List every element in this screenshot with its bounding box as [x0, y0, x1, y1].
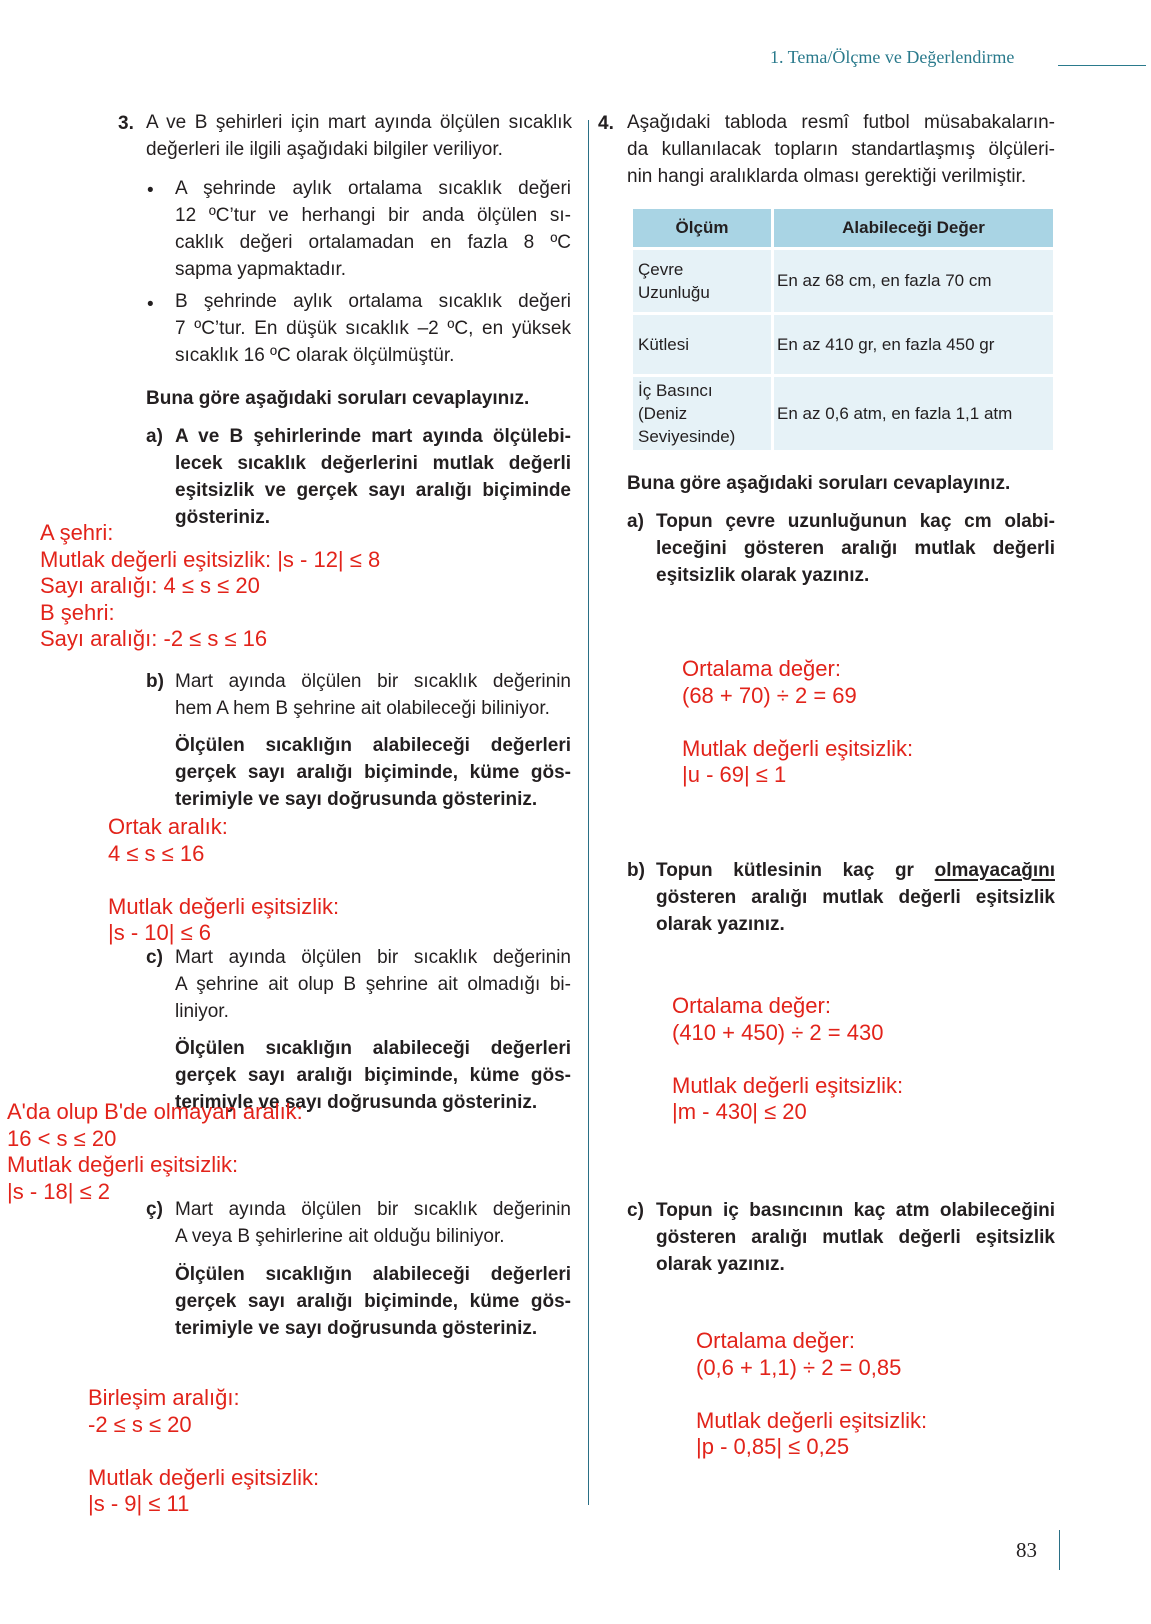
answer-line: B şehri:: [40, 599, 115, 625]
text-line: nin hangi aralıklarda olması gerektiği verilmiştir.: [627, 166, 1027, 187]
text-line: terimiyle ve sayı doğrusunda gösteriniz.: [175, 1318, 538, 1339]
question-3b-text: [175, 668, 571, 722]
answer-4c: [696, 1328, 927, 1461]
underlined-word: olmayacağını: [934, 860, 1055, 881]
answer-line: (0,6 + 1,1) ÷ 2 = 0,85: [696, 1354, 902, 1380]
bullet-icon: •: [147, 180, 154, 201]
answer-line: [88, 1438, 319, 1465]
answer-4b: [672, 993, 903, 1126]
text-line: Mart ayında ölçülen bir sıcaklık değerinin: [175, 947, 571, 968]
question-3c-label: c): [146, 947, 163, 968]
text-line: gerçek sayı aralığı biçiminde, küme gös-: [175, 762, 571, 783]
cell-line: (Deniz: [638, 404, 688, 423]
answer-line: Ortalama değer:: [682, 656, 841, 681]
cell-line: Seviyesinde): [638, 427, 736, 446]
table-cell: En az 410 gr, en fazla 450 gr: [774, 315, 1056, 377]
answer-line: Sayı aralığı: -2 ≤ s ≤ 16: [40, 626, 268, 651]
answer-line: A'da olup B'de olmayan aralık:: [7, 1099, 303, 1124]
text-line: Topun iç basıncının kaç atm olabileceğini: [656, 1200, 1055, 1221]
text-line: A ve B şehirlerinde mart ayında ölçülebi-: [175, 426, 571, 447]
answer-line: 16 < s ≤ 20: [7, 1125, 117, 1151]
text-line: sıcaklık 16 ºC olarak ölçülmüştür.: [175, 345, 455, 366]
answer-line: Mutlak değerli eşitsizlik:: [682, 735, 914, 761]
question-4a-text: [656, 508, 1055, 589]
text-line: Aşağıdaki tabloda resmî futbol müsabakaların-: [627, 112, 1055, 133]
text-line: eşitsizlik ve gerçek sayı aralığı biçiminde: [175, 480, 571, 501]
answer-line: Mutlak değerli eşitsizlik:: [696, 1407, 928, 1433]
cell-line: Çevre: [638, 260, 684, 279]
text-line: hem A hem B şehrine ait olabileceği biliniyor.: [175, 698, 550, 719]
text-line: da kullanılacak topların standartlaşmış ölçüleri-: [627, 139, 1055, 160]
table-row: [633, 315, 1056, 377]
question-3a-text: [175, 423, 571, 531]
question-4b-text: [656, 857, 1055, 938]
text-line: sapma yapmaktadır.: [175, 259, 347, 280]
page-number: 83: [1016, 1538, 1037, 1562]
answer-3cc: [88, 1385, 319, 1518]
answer-3b: [108, 814, 339, 947]
answer-line: |m - 430| ≤ 20: [672, 1099, 807, 1124]
text-line: B şehrinde aylık ortalama sıcaklık değeri: [175, 291, 571, 312]
answer-line: |s - 18| ≤ 2: [7, 1178, 110, 1204]
answer-line: |s - 9| ≤ 11: [88, 1491, 190, 1516]
table-row: [633, 250, 1056, 315]
text-line: Topun çevre uzunluğunun kaç cm olabi-: [656, 511, 1055, 532]
cell-line: Kütlesi: [638, 335, 690, 354]
text-line: Ölçülen sıcaklığın alabileceği değerleri: [175, 1264, 571, 1285]
question-4a-label: a): [627, 511, 644, 532]
answer-line: Sayı aralığı: 4 ≤ s ≤ 20: [40, 573, 260, 598]
table-cell: [633, 315, 774, 377]
question-4-intro: [627, 109, 1055, 190]
header-rule: [1058, 65, 1146, 66]
text-line: liniyor.: [175, 1001, 229, 1022]
answer-line: Mutlak değerli eşitsizlik: |s - 12| ≤ 8: [40, 546, 381, 572]
answer-line: Mutlak değerli eşitsizlik:: [88, 1464, 320, 1490]
question-4c-text: [656, 1197, 1055, 1278]
question-3b-task: [175, 732, 571, 813]
answer-line: Ortalama değer:: [696, 1328, 855, 1353]
question-3cc-label: ç): [146, 1199, 163, 1220]
answer-line: |s - 10| ≤ 6: [108, 920, 211, 945]
answer-3a: [40, 520, 380, 653]
text-segment: Topun kütlesinin kaç gr: [656, 860, 914, 881]
table-header-cell: Ölçüm: [633, 209, 774, 250]
answer-line: [108, 867, 339, 894]
question-3c-text: [175, 944, 571, 1025]
table-cell: [633, 377, 774, 453]
text-line: A şehrinde aylık ortalama sıcaklık değeri: [175, 178, 571, 199]
table-row: [633, 377, 1056, 453]
text-line: gerçek sayı aralığı biçiminde, küme gös-: [175, 1065, 571, 1086]
table-header-cell: Alabileceği Değer: [774, 209, 1056, 250]
text-line: caklık değeri ortalamadan en fazla 8 ºC: [175, 232, 571, 253]
text-line: 12 ºC’tur ve herhangi bir anda ölçülen sı-: [175, 205, 571, 226]
answer-line: Ortak aralık:: [108, 814, 228, 839]
answer-line: (410 + 450) ÷ 2 = 430: [672, 1019, 884, 1045]
answer-line: Mutlak değerli eşitsizlik:: [672, 1072, 904, 1098]
answer-3c: [7, 1099, 303, 1205]
text-line: Ölçülen sıcaklığın alabileceği değerleri: [175, 1038, 571, 1059]
answer-line: (68 + 70) ÷ 2 = 69: [682, 682, 857, 708]
question-3cc-text: [175, 1196, 571, 1250]
table-header-row: [633, 209, 1056, 250]
bullet-icon: •: [147, 294, 154, 315]
answer-line: |p - 0,85| ≤ 0,25: [696, 1434, 850, 1459]
question-3cc-task: [175, 1261, 571, 1342]
text-line: 7 ºC’tur. En düşük sıcaklık –2 ºC, en yüksek: [175, 318, 571, 339]
question-3-number: 3.: [118, 113, 134, 134]
text-line: gösteren aralığı mutlak değerli eşitsizlik: [656, 887, 1055, 908]
question-3-intro: [146, 109, 572, 163]
question-4-instruction: Buna göre aşağıdaki soruları cevaplayınız.: [627, 473, 1011, 494]
answer-line: Ortalama değer:: [672, 993, 831, 1018]
text-line: eşitsizlik olarak yazınız.: [656, 565, 870, 586]
text-line: terimiyle ve sayı doğrusunda gösteriniz.: [175, 789, 538, 810]
answer-line: Birleşim aralığı:: [88, 1385, 240, 1410]
table-cell: En az 0,6 atm, en fazla 1,1 atm: [774, 377, 1056, 453]
answer-line: |u - 69| ≤ 1: [682, 762, 787, 787]
question-4b-label: b): [627, 860, 645, 881]
answer-line: Mutlak değerli eşitsizlik:: [7, 1152, 239, 1177]
ball-standards-table: [633, 209, 1056, 453]
question-3b-label: b): [146, 671, 164, 692]
text-line: Ölçülen sıcaklığın alabileceği değerleri: [175, 735, 571, 756]
text-line: gösteriniz.: [175, 507, 271, 528]
page-header-title: 1. Tema/Ölçme ve Değerlendirme: [770, 47, 1015, 67]
text-line: [656, 857, 1055, 884]
text-line: A ve B şehirleri için mart ayında ölçülen sıcaklık: [146, 112, 572, 133]
answer-line: [696, 1381, 927, 1408]
table-cell: [633, 250, 774, 315]
text-line: terimiyle ve sayı doğrusunda gösteriniz.: [175, 1092, 538, 1113]
question-3-bullet-1: [175, 175, 571, 283]
answer-line: -2 ≤ s ≤ 20: [88, 1411, 192, 1437]
text-line: lecek sıcaklık değerlerini mutlak değerli: [175, 453, 571, 474]
text-line: değerleri ile ilgili aşağıdaki bilgiler veriliyor.: [146, 139, 503, 160]
question-3a-label: a): [146, 426, 163, 447]
cell-line: Uzunluğu: [638, 283, 710, 302]
question-3-bullet-2: [175, 288, 571, 369]
answer-line: 4 ≤ s ≤ 16: [108, 840, 205, 866]
text-line: A şehrine ait olup B şehrine ait olmadığı bi-: [175, 974, 571, 995]
table-cell: En az 68 cm, en fazla 70 cm: [774, 250, 1056, 315]
column-divider: [588, 120, 589, 1505]
text-line: gösteren aralığı mutlak değerli eşitsizlik: [656, 1227, 1055, 1248]
answer-4a: [682, 656, 913, 789]
answer-line: A şehri:: [40, 520, 114, 545]
page-number-rule: [1059, 1530, 1060, 1570]
text-line: gerçek sayı aralığı biçiminde, küme gös-: [175, 1291, 571, 1312]
text-line: Mart ayında ölçülen bir sıcaklık değerinin: [175, 1199, 571, 1220]
question-4c-label: c): [627, 1200, 644, 1221]
answer-line: [672, 1046, 903, 1073]
answer-line: Mutlak değerli eşitsizlik:: [108, 893, 340, 919]
answer-line: [682, 709, 913, 736]
question-4-number: 4.: [598, 113, 614, 134]
question-3-instruction: Buna göre aşağıdaki soruları cevaplayınız.: [146, 388, 530, 409]
text-line: olarak yazınız.: [656, 1254, 785, 1275]
cell-line: İç Basıncı: [638, 381, 713, 400]
text-line: leceğini gösteren aralığı mutlak değerli: [656, 538, 1055, 559]
text-line: olarak yazınız.: [656, 914, 785, 935]
text-line: Mart ayında ölçülen bir sıcaklık değerinin: [175, 671, 571, 692]
text-line: A veya B şehirlerine ait olduğu biliniyor.: [175, 1226, 505, 1247]
